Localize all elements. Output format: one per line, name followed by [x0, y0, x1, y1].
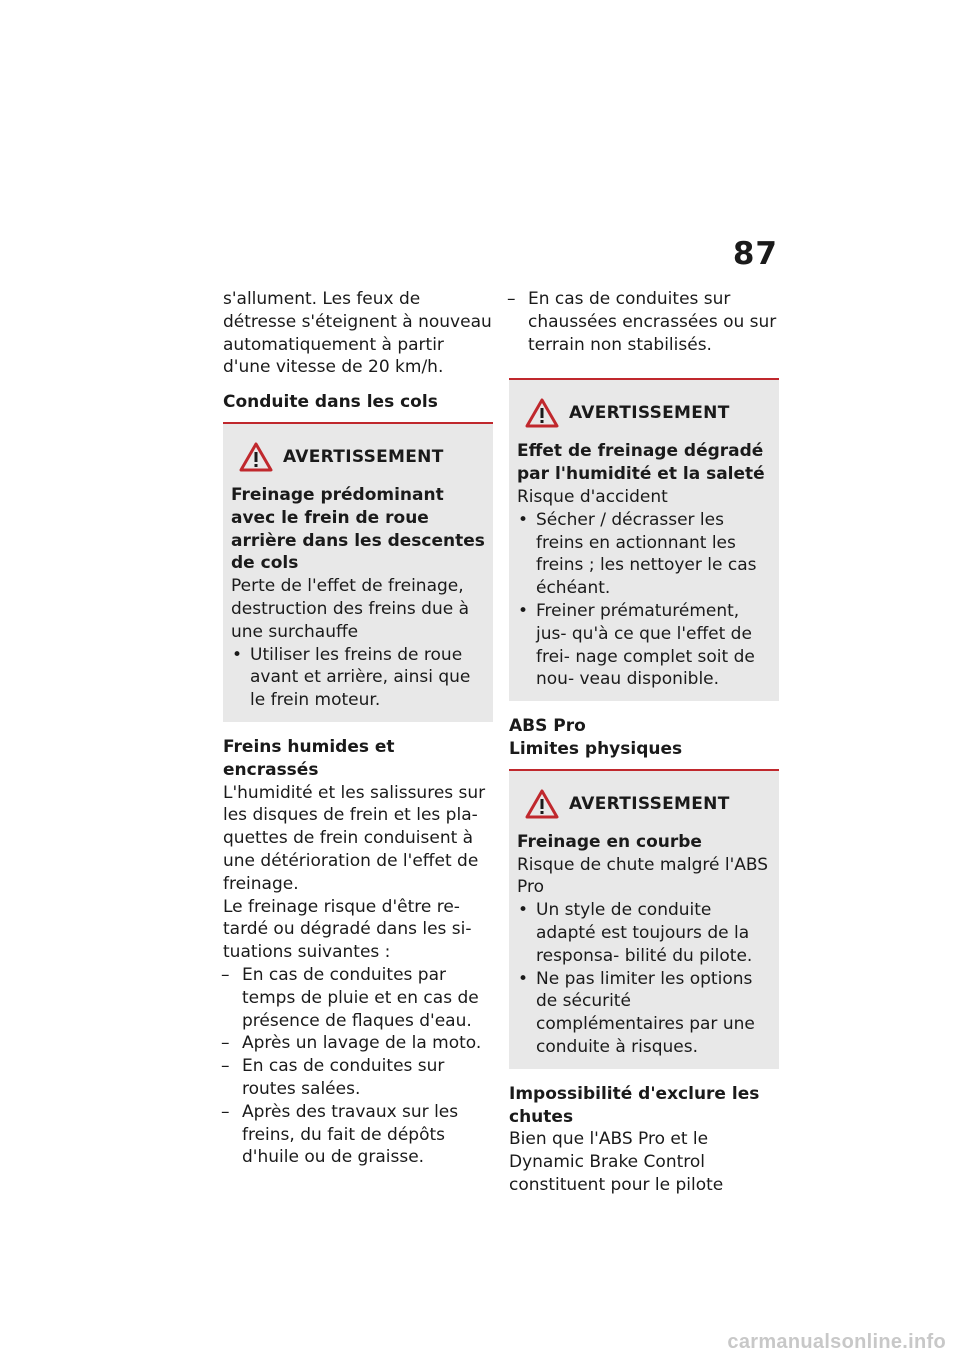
conditions-list-continued [509, 288, 779, 356]
dash-item: – Après des travaux sur les freins, du fait de dépôts d'huile ou de graisse. [223, 1101, 493, 1169]
bullet-item: • Ne pas limiter les options de sécurité complémentaires par une conduite à risques. [517, 968, 771, 1059]
warning-triangle-icon [239, 442, 273, 472]
warning-subtitle: Effet de freinage dégradé par l'humidité et la saleté [517, 441, 765, 485]
left-column [223, 288, 493, 1169]
impossibilite-paragraph: Bien que l'ABS Pro et le Dynamic Brake Control constituent pour le pilote [509, 1129, 724, 1195]
section-heading-abs-pro: ABS Pro [509, 716, 586, 737]
bullet-item: • Un style de conduite adapté est toujours de la responsa- bilité du pilote. [517, 899, 771, 967]
warning-box-cols [223, 422, 493, 722]
warning-text: Risque de chute malgré l'ABS Pro [517, 854, 769, 898]
section-heading-cols: Conduite dans les cols [223, 392, 438, 413]
warning-bullets [231, 644, 485, 712]
section-heading-impossibilite: Impossibilité d'exclure les chutes [509, 1083, 760, 1127]
warning-header [239, 442, 485, 472]
section-subheading-limites: Limites physiques [509, 738, 683, 759]
warning-title: AVERTISSEMENT [569, 403, 730, 424]
warning-text: Perte de l'effet de freinage, destruction des freins due à une surchauffe [231, 576, 470, 642]
freins-paragraph-2: Le freinage risque d'être re- tardé ou dégradé dans les si- tuations suivantes : [223, 896, 472, 963]
warning-header [525, 398, 771, 428]
warning-box-courbe [509, 769, 779, 1069]
warning-triangle-icon [525, 398, 559, 428]
warning-header [525, 789, 771, 819]
warning-title: AVERTISSEMENT [283, 446, 444, 467]
watermark: carmanualsonline.info [727, 1331, 946, 1353]
intro-paragraph: s'allument. Les feux de détresse s'éteignent à nouveau automatiquement à partir d'une vitesse de 20 km/h. [223, 289, 492, 378]
dash-item: – Après un lavage de la moto. [223, 1032, 493, 1055]
warning-subtitle: Freinage prédominant avec le frein de roue arrière dans les descentes de cols [231, 484, 485, 574]
conditions-list [223, 964, 493, 1169]
bullet-item: • Sécher / décrasser les freins en actionnant les freins ; les nettoyer le cas échéant. [517, 509, 771, 600]
dash-item: – En cas de conduites par temps de pluie et en cas de présence de flaques d'eau. [223, 964, 493, 1032]
warning-subtitle: Freinage en courbe [517, 831, 702, 852]
bullet-item: • Utiliser les freins de roue avant et arrière, ainsi que le frein moteur. [231, 644, 485, 712]
section-heading-freins: Freins humides et encrassés [223, 736, 395, 780]
warning-triangle-icon [525, 789, 559, 819]
warning-text: Risque d'accident [517, 486, 668, 507]
warning-box-humidite [509, 378, 779, 701]
right-column [509, 288, 779, 1197]
freins-paragraph-1: L'humidité et les salissures sur les disques de frein et les pla- quettes de frein conduisent à une détérioration de l'effet de freinage. [223, 782, 486, 894]
warning-title: AVERTISSEMENT [569, 793, 730, 814]
dash-item: – En cas de conduites sur routes salées. [223, 1055, 493, 1101]
warning-bullets [517, 899, 771, 1059]
dash-item: – En cas de conduites sur chaussées encrassées ou sur terrain non stabilisés. [509, 288, 779, 356]
bullet-item: • Freiner prématurément, jus- qu'à ce que l'effet de frei- nage complet soit de nou- veau disponible. [517, 600, 771, 691]
page-number: 87 [732, 236, 778, 272]
warning-bullets [517, 509, 771, 691]
